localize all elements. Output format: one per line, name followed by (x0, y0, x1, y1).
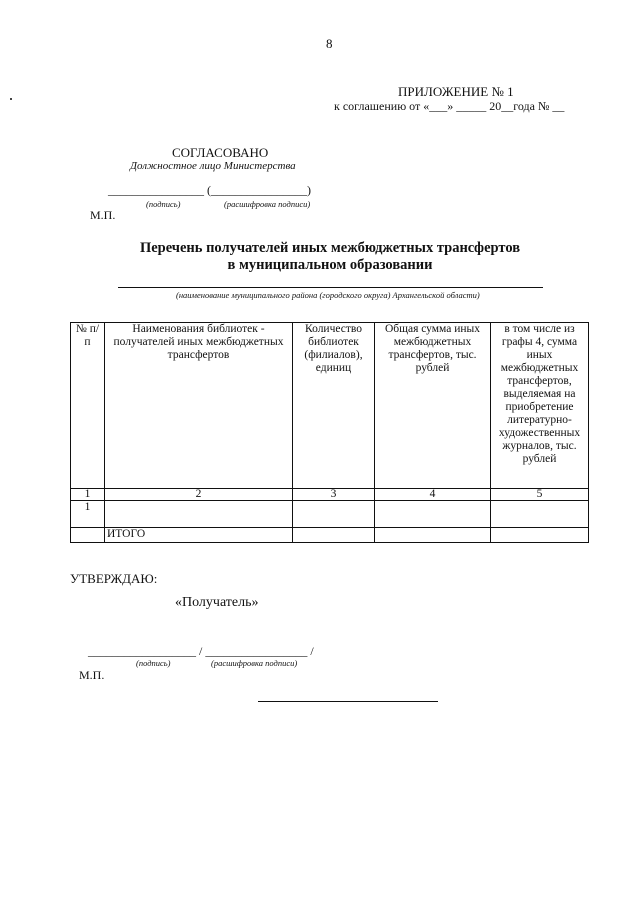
header-cell: в том числе из графы 4, сумма иных межбюджетных трансфертов, выделяемая на приобретение литературно-художественных журналов, тыс. рублей (491, 323, 589, 489)
confirm-signature-line: __________________ / _________________ / (88, 644, 314, 658)
approval-official: Должностное лицо Министерства (130, 160, 296, 172)
table-cell: 1 (71, 501, 105, 528)
recipients-table (70, 322, 589, 543)
confirm-stamp: М.П. (79, 668, 105, 682)
document-title-line2: в муниципальном образовании (227, 257, 433, 273)
confirm-signature-caption: (подпись) (136, 658, 171, 668)
municipality-line (118, 287, 543, 288)
recipient-label: «Получатель» (175, 595, 259, 610)
page-number: 8 (326, 36, 333, 51)
column-number: 2 (105, 489, 293, 501)
header-cell: № п/п (71, 323, 105, 489)
table-cell (375, 501, 491, 528)
column-number: 1 (71, 489, 105, 501)
document-title-line1: Перечень получателей иных межбюджетных трансфертов (139, 240, 521, 256)
column-number: 5 (491, 489, 589, 501)
table-header-row (71, 323, 589, 489)
header-cell: Общая сумма иных межбюджетных трансфертов, тыс. рублей (375, 323, 491, 489)
table-cell (293, 501, 375, 528)
confirm-decode-caption: (расшифровка подписи) (211, 658, 298, 668)
column-number-row (71, 489, 589, 501)
bottom-line (258, 701, 438, 702)
appendix-agreement: к соглашению от «___» _____ 20__года № __ (334, 99, 565, 113)
header-cell: Наименования библиотек - получателей иных межбюджетных трансфертов (105, 323, 293, 489)
table-cell (491, 501, 589, 528)
table-cell (293, 528, 375, 543)
table-cell (71, 528, 105, 543)
column-number: 3 (293, 489, 375, 501)
total-label: ИТОГО (105, 528, 293, 543)
document-title (60, 240, 600, 274)
confirm-heading: УТВЕРЖДАЮ: (70, 571, 158, 586)
scan-dot (10, 98, 12, 100)
column-number: 4 (375, 489, 491, 501)
approval-decode-caption: (расшифровка подписи) (224, 199, 311, 209)
municipality-caption: (наименование муниципального района (городского округа) Архангельской области) (176, 290, 480, 300)
total-row (71, 528, 589, 543)
approval-signature-caption: (подпись) (146, 199, 181, 209)
table-cell (375, 528, 491, 543)
appendix-title: ПРИЛОЖЕНИЕ № 1 (398, 84, 514, 99)
table-cell (491, 528, 589, 543)
approval-heading: СОГЛАСОВАНО (172, 145, 269, 160)
approval-signature-line: ________________ (________________) (108, 183, 311, 197)
table-cell (105, 501, 293, 528)
approval-stamp: М.П. (90, 208, 116, 222)
table-row (71, 501, 589, 528)
header-cell: Количество библиотек (филиалов), единиц (293, 323, 375, 489)
